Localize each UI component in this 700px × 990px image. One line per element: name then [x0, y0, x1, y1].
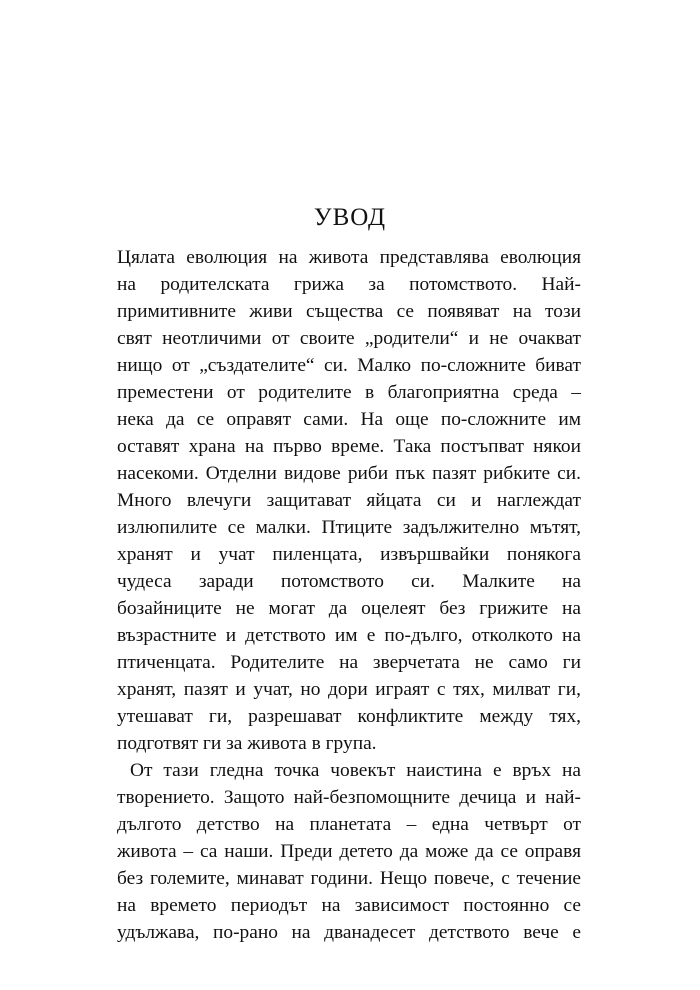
text-line: хранят, пазят и учат, но дори играят с тях, милват ги, — [117, 679, 581, 700]
text-line: удължава, по-рано на дванадесет детството вече е — [117, 922, 581, 943]
text-line: възрастните и детството им е по-дълго, отколкото на — [117, 625, 581, 646]
text-line: дългото детство на планетата – една четвърт от — [117, 814, 581, 835]
text-line: оставят храна на първо време. Така постъпват някои — [117, 436, 581, 457]
text-line: хранят и учат пиленцата, извършвайки понякога — [117, 544, 581, 565]
text-line: Много влечуги защитават яйцата си и наглеждат — [117, 490, 581, 511]
text-line: без големите, минават години. Нещо повече, с течение — [117, 868, 581, 889]
text-line: От тази гледна точка човекът наистина е връх на — [130, 760, 581, 781]
text-line: чудеса заради потомството си. Малките на — [117, 571, 581, 592]
text-line: насекоми. Отделни видове риби пък пазят рибките си. — [117, 463, 581, 484]
text-line: нищо от „създателите“ си. Малко по-сложните биват — [117, 355, 581, 376]
text-line: на родителската грижа за потомството. Най- — [117, 274, 581, 295]
text-line: творението. Защото най-безпомощните дечица и най- — [117, 787, 581, 808]
text-line: утешават ги, разрешават конфликтите между тях, — [117, 706, 581, 727]
chapter-title: УВОД — [313, 204, 387, 231]
paragraph-1 — [117, 244, 581, 757]
paragraph-2 — [117, 757, 581, 946]
text-line: Цялата еволюция на живота представлява еволюция — [117, 247, 581, 268]
text-line: примитивните живи същества се появяват на този — [117, 301, 581, 322]
text-line: птиченцата. Родителите на зверчетата не само ги — [117, 652, 581, 673]
text-line: бозайниците не могат да оцелеят без грижите на — [117, 598, 581, 619]
text-line: на времето периодът на зависимост постоянно се — [117, 895, 581, 916]
text-line: нека да се оправят сами. На още по-сложните им — [117, 409, 581, 430]
text-line: излюпилите се малки. Птиците задължително мътят, — [117, 517, 581, 538]
chapter-body — [117, 244, 581, 946]
text-line: свят неотличими от своите „родители“ и не очакват — [117, 328, 581, 349]
text-line: преместени от родителите в благоприятна среда – — [117, 382, 581, 403]
text-line: подготвят ги за живота в група. — [117, 733, 377, 754]
text-line: живота – са наши. Преди детето да може да се оправя — [117, 841, 581, 862]
